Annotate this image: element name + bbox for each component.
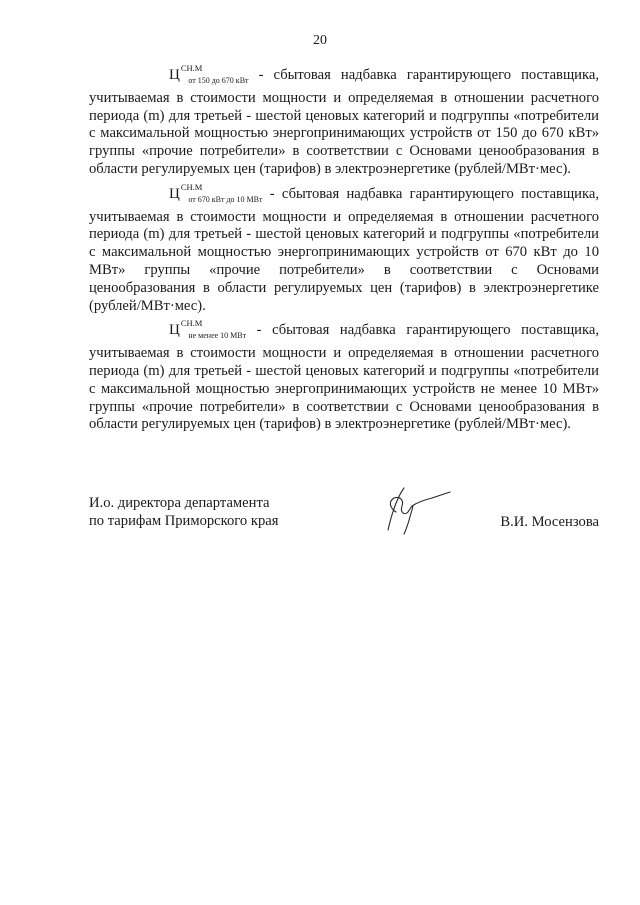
signer-name: В.И. Мосензова [500, 514, 599, 530]
signer-title [89, 494, 278, 530]
symbol-superscript: СН.М [180, 63, 203, 73]
symbol-base: Ц [169, 185, 180, 202]
signer-title-line1: И.о. директора департамента [89, 495, 270, 511]
paragraph-text: - сбытовая надбавка гарантирующего поставщика, учитываемая в стоимости мощности и определяемая в отношении расчетного периода (m) для третьей - шестой ценовых категорий и подгруппы «потребители с максимальной мощностью энергопринимающих устройств не менее 10 МВт» группы «прочие потребители» в соответствии с Основами ценообразования в области регулируемых цен (тарифов) в электроэнергетике (рублей/МВт·мес). [89, 322, 599, 433]
symbol-base: Ц [169, 322, 180, 339]
handwritten-signature [374, 482, 454, 542]
symbol-subscript: от 670 кВт до 10 МВт [188, 194, 263, 204]
paragraph-1 [89, 60, 599, 179]
signer-title-line2: по тарифам Приморского края [89, 513, 279, 529]
paragraph-2 [89, 179, 599, 316]
paragraph-text: - сбытовая надбавка гарантирующего поставщика, учитываемая в стоимости мощности и определяемая в отношении расчетного периода (m) для третьей - шестой ценовых категорий и подгруппы «потребители с максимальной мощностью энергопринимающих устройств от 150 до 670 кВт» группы «прочие потребители» в соответствии с Основами ценообразования в области регулируемых цен (тарифов) в электроэнергетике (рублей/МВт·мес). [89, 67, 599, 177]
signature-block [89, 494, 599, 554]
paragraph-3 [89, 315, 599, 434]
page-number: 20 [313, 33, 327, 48]
symbol-subscript: не менее 10 МВт [188, 331, 247, 341]
symbol-base: Ц [169, 67, 180, 83]
document-body [89, 60, 599, 434]
symbol-superscript: СН.М [180, 181, 203, 192]
symbol-subscript: от 150 до 670 кВт [188, 76, 249, 85]
formula-symbol [129, 315, 246, 345]
formula-symbol [129, 179, 262, 209]
paragraph-text: - сбытовая надбавка гарантирующего поставщика, учитываемая в стоимости мощности и определяемая в отношении расчетного периода (m) для третьей - шестой ценовых категорий и подгруппы «потребители с максимальной мощностью энергопринимающих устройств от 670 кВт до 10 МВт» группы «прочие потребители» в соответствии с Основами ценообразования в области регулируемых цен (тарифов) в электроэнергетике (рублей/МВт·мес). [89, 185, 599, 314]
formula-symbol [129, 60, 249, 90]
symbol-superscript: СН.М [180, 318, 203, 329]
